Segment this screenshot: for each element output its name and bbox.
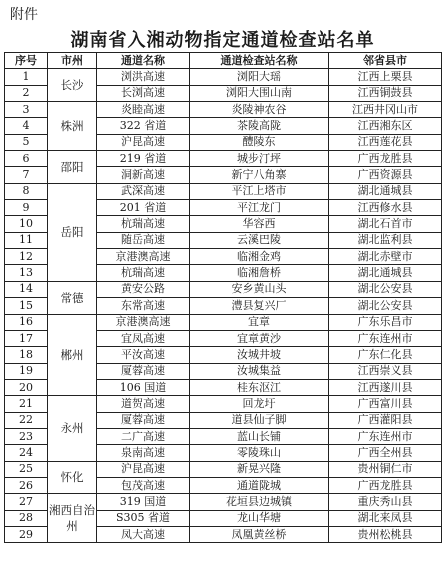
checkpoint-name-cell: 新晃兴隆	[190, 461, 329, 477]
row-index-cell: 5	[5, 134, 48, 150]
checkpoint-table	[4, 52, 442, 543]
table-row	[5, 69, 442, 85]
city-cell: 湘西自治州	[48, 494, 97, 543]
row-index-cell: 28	[5, 510, 48, 526]
city-cell: 永州	[48, 396, 97, 461]
city-cell: 株洲	[48, 102, 97, 151]
row-index-cell: 6	[5, 151, 48, 167]
channel-name-cell: 杭瑞高速	[97, 265, 190, 281]
table-body	[5, 69, 442, 543]
channel-name-cell: 杭瑞高速	[97, 216, 190, 232]
city-cell: 常德	[48, 281, 97, 314]
checkpoint-name-cell: 花垣县边城镇	[190, 494, 329, 510]
neighbor-county-cell: 湖北通城县	[329, 265, 442, 281]
checkpoint-name-cell: 桂东沤江	[190, 379, 329, 395]
channel-name-cell: 长浏高速	[97, 85, 190, 101]
row-index-cell: 12	[5, 249, 48, 265]
channel-name-cell: S305 省道	[97, 510, 190, 526]
neighbor-county-cell: 广东连州市	[329, 330, 442, 346]
neighbor-county-cell: 江西遂川县	[329, 379, 442, 395]
table-row	[5, 461, 442, 477]
row-index-cell: 17	[5, 330, 48, 346]
neighbor-county-cell: 湖北公安县	[329, 281, 442, 297]
neighbor-county-cell: 广西全州县	[329, 445, 442, 461]
channel-name-cell: 包茂高速	[97, 477, 190, 493]
table-row	[5, 102, 442, 118]
header-neighbor-county: 邻省县市	[329, 53, 442, 69]
header-checkpoint-name: 通道检查站名称	[190, 53, 329, 69]
row-index-cell: 7	[5, 167, 48, 183]
channel-name-cell: 洞新高速	[97, 167, 190, 183]
channel-name-cell: 黄安公路	[97, 281, 190, 297]
neighbor-county-cell: 广西资源县	[329, 167, 442, 183]
neighbor-county-cell: 江西井冈山市	[329, 102, 442, 118]
city-cell: 长沙	[48, 69, 97, 102]
channel-name-cell: 厦蓉高速	[97, 363, 190, 379]
checkpoint-name-cell: 汝城集益	[190, 363, 329, 379]
row-index-cell: 25	[5, 461, 48, 477]
checkpoint-name-cell: 宜章	[190, 314, 329, 330]
header-index: 序号	[5, 53, 48, 69]
checkpoint-name-cell: 澧县复兴厂	[190, 298, 329, 314]
row-index-cell: 21	[5, 396, 48, 412]
checkpoint-name-cell: 浏阳大瑶	[190, 69, 329, 85]
table-header-row	[5, 53, 442, 69]
channel-name-cell: 凤大高速	[97, 526, 190, 542]
attachment-label: 附件	[10, 7, 38, 23]
row-index-cell: 22	[5, 412, 48, 428]
checkpoint-name-cell: 安乡黄山头	[190, 281, 329, 297]
neighbor-county-cell: 重庆秀山县	[329, 494, 442, 510]
row-index-cell: 23	[5, 428, 48, 444]
row-index-cell: 18	[5, 347, 48, 363]
city-cell: 郴州	[48, 314, 97, 396]
city-cell: 邵阳	[48, 151, 97, 184]
checkpoint-name-cell: 零陵珠山	[190, 445, 329, 461]
neighbor-county-cell: 广西富川县	[329, 396, 442, 412]
table-row	[5, 183, 442, 199]
checkpoint-name-cell: 新宁八角寨	[190, 167, 329, 183]
neighbor-county-cell: 广东连州市	[329, 428, 442, 444]
channel-name-cell: 平汝高速	[97, 347, 190, 363]
document-title: 湖南省入湘动物指定通道检查站名单	[70, 30, 375, 51]
row-index-cell: 29	[5, 526, 48, 542]
neighbor-county-cell: 江西上栗县	[329, 69, 442, 85]
row-index-cell: 26	[5, 477, 48, 493]
table-row	[5, 281, 442, 297]
checkpoint-name-cell: 蓝山长铺	[190, 428, 329, 444]
row-index-cell: 8	[5, 183, 48, 199]
checkpoint-name-cell: 通道陇城	[190, 477, 329, 493]
header-channel-name: 通道名称	[97, 53, 190, 69]
table-row	[5, 151, 442, 167]
channel-name-cell: 319 国道	[97, 494, 190, 510]
neighbor-county-cell: 湖北公安县	[329, 298, 442, 314]
city-cell: 岳阳	[48, 183, 97, 281]
checkpoint-name-cell: 回龙圩	[190, 396, 329, 412]
row-index-cell: 1	[5, 69, 48, 85]
row-index-cell: 19	[5, 363, 48, 379]
channel-name-cell: 厦蓉高速	[97, 412, 190, 428]
row-index-cell: 9	[5, 200, 48, 216]
checkpoint-name-cell: 浏阳大围山南	[190, 85, 329, 101]
neighbor-county-cell: 广东仁化县	[329, 347, 442, 363]
row-index-cell: 11	[5, 232, 48, 248]
channel-name-cell: 京港澳高速	[97, 249, 190, 265]
neighbor-county-cell: 广西灌阳县	[329, 412, 442, 428]
header-city: 市州	[48, 53, 97, 69]
channel-name-cell: 京港澳高速	[97, 314, 190, 330]
channel-name-cell: 106 国道	[97, 379, 190, 395]
neighbor-county-cell: 江西铜鼓县	[329, 85, 442, 101]
channel-name-cell: 322 省道	[97, 118, 190, 134]
neighbor-county-cell: 江西莲花县	[329, 134, 442, 150]
row-index-cell: 2	[5, 85, 48, 101]
row-index-cell: 13	[5, 265, 48, 281]
checkpoint-name-cell: 汝城井坡	[190, 347, 329, 363]
row-index-cell: 14	[5, 281, 48, 297]
row-index-cell: 27	[5, 494, 48, 510]
row-index-cell: 4	[5, 118, 48, 134]
row-index-cell: 20	[5, 379, 48, 395]
row-index-cell: 15	[5, 298, 48, 314]
channel-name-cell: 沪昆高速	[97, 461, 190, 477]
neighbor-county-cell: 广东乐昌市	[329, 314, 442, 330]
neighbor-county-cell: 贵州铜仁市	[329, 461, 442, 477]
channel-name-cell: 浏洪高速	[97, 69, 190, 85]
row-index-cell: 24	[5, 445, 48, 461]
checkpoint-name-cell: 平江龙门	[190, 200, 329, 216]
channel-name-cell: 宜凤高速	[97, 330, 190, 346]
checkpoint-name-cell: 宜章黄沙	[190, 330, 329, 346]
neighbor-county-cell: 广西龙胜县	[329, 477, 442, 493]
channel-name-cell: 沪昆高速	[97, 134, 190, 150]
neighbor-county-cell: 江西修水县	[329, 200, 442, 216]
checkpoint-name-cell: 临湘詹桥	[190, 265, 329, 281]
table-row	[5, 494, 442, 510]
neighbor-county-cell: 贵州松桃县	[329, 526, 442, 542]
table-row	[5, 396, 442, 412]
channel-name-cell: 炎睦高速	[97, 102, 190, 118]
checkpoint-name-cell: 道县仙子脚	[190, 412, 329, 428]
row-index-cell: 16	[5, 314, 48, 330]
checkpoint-name-cell: 城步汀坪	[190, 151, 329, 167]
channel-name-cell: 随岳高速	[97, 232, 190, 248]
city-cell: 怀化	[48, 461, 97, 494]
checkpoint-name-cell: 云溪巴陵	[190, 232, 329, 248]
checkpoint-name-cell: 醴陵东	[190, 134, 329, 150]
neighbor-county-cell: 湖北通城县	[329, 183, 442, 199]
channel-name-cell: 东常高速	[97, 298, 190, 314]
neighbor-county-cell: 江西崇义县	[329, 363, 442, 379]
channel-name-cell: 道贺高速	[97, 396, 190, 412]
checkpoint-name-cell: 凤凰黄丝桥	[190, 526, 329, 542]
checkpoint-name-cell: 龙山华塘	[190, 510, 329, 526]
channel-name-cell: 219 省道	[97, 151, 190, 167]
row-index-cell: 10	[5, 216, 48, 232]
neighbor-county-cell: 江西湘东区	[329, 118, 442, 134]
neighbor-county-cell: 广西龙胜县	[329, 151, 442, 167]
neighbor-county-cell: 湖北赤壁市	[329, 249, 442, 265]
channel-name-cell: 武深高速	[97, 183, 190, 199]
checkpoint-name-cell: 平江上塔市	[190, 183, 329, 199]
checkpoint-name-cell: 茶陵高陇	[190, 118, 329, 134]
neighbor-county-cell: 湖北监利县	[329, 232, 442, 248]
row-index-cell: 3	[5, 102, 48, 118]
checkpoint-name-cell: 华容西	[190, 216, 329, 232]
neighbor-county-cell: 湖北来凤县	[329, 510, 442, 526]
neighbor-county-cell: 湖北石首市	[329, 216, 442, 232]
checkpoint-name-cell: 炎陵神农谷	[190, 102, 329, 118]
channel-name-cell: 二广高速	[97, 428, 190, 444]
checkpoint-name-cell: 临湘金鸡	[190, 249, 329, 265]
channel-name-cell: 201 省道	[97, 200, 190, 216]
channel-name-cell: 泉南高速	[97, 445, 190, 461]
table-row	[5, 314, 442, 330]
